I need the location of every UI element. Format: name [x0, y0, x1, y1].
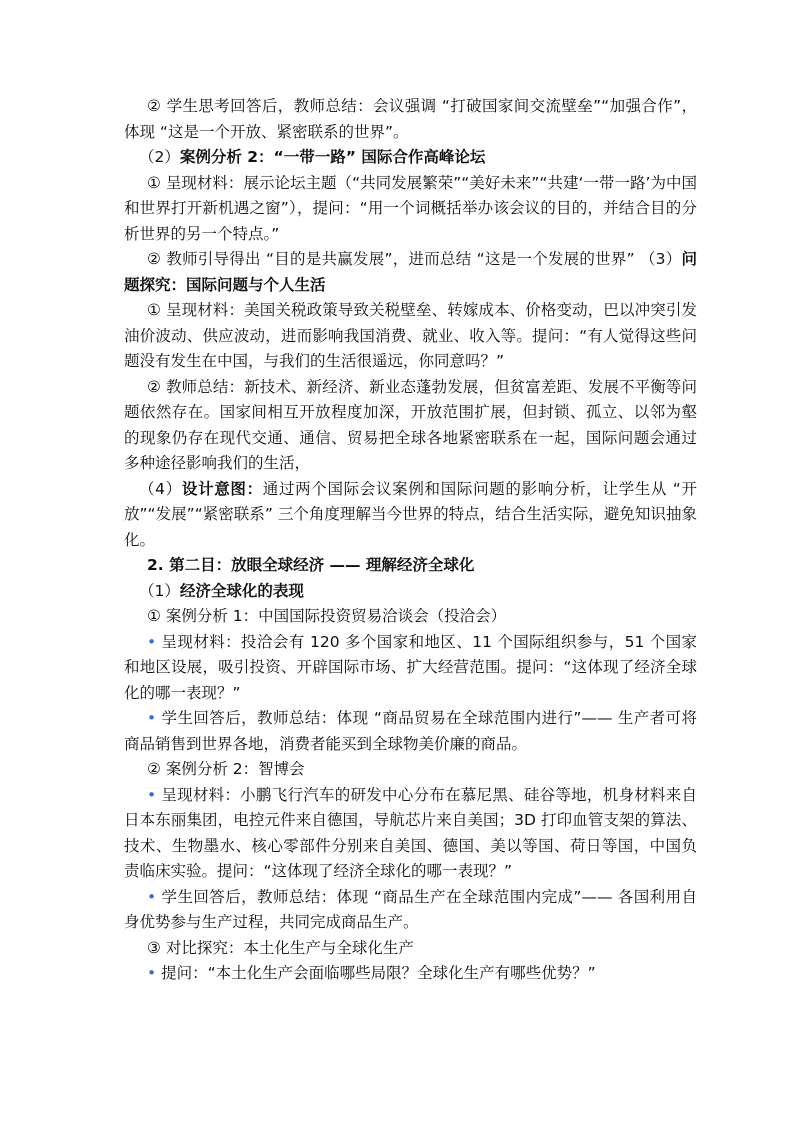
heading-number: （2） [139, 148, 180, 166]
bullet-text: 提问：“本土化生产会面临哪些局限？全球化生产有哪些优势？” [161, 964, 596, 982]
paragraph-tariff-material: ① 呈现材料：美国关税政策导致关税壁垒、转嫁成本、价格变动，巴以冲突引发油价波动、供应波动，进而影响我国消费、就业、收入等。提问：“有人觉得这些问题没有发生在中国，与我们的生活很遥远，你同意吗？” [124, 301, 697, 370]
bullet-text: 学生回答后，教师总结：体现 “商品贸易在全球范围内进行”—— 生产者可将商品销售到世界各地，消费者能买到全球物美价廉的商品。 [124, 709, 697, 753]
bullet-icon: • [147, 887, 157, 906]
paragraph-teacher-summary: ② 教师总结：新技术、新经济、新业态蓬勃发展，但贫富差距、发展不平衡等问题依然存在。国家间相互开放程度加深，开放范围扩展，但封锁、孤立、以邻为壑的现象仍存在现代交通、通信、贸易把全球各地紧密联系在一起，国际问题会通过多种途径影响我们的生活， [124, 377, 697, 472]
paragraph-teacher-guide [124, 247, 697, 298]
heading-text: 经济全球化的表现 [179, 581, 304, 600]
bullet-item-summary-production [124, 885, 697, 936]
paragraph-case-2: ② 案例分析 2：智博会 [147, 760, 305, 778]
design-number: （4） [139, 479, 182, 498]
paragraph-summary-1: ② 学生思考回答后，教师总结：会议强调 “打破国家间交流壁垒”“加强合作”，体现 “这是一个开放、紧密联系的世界”。 [124, 97, 697, 141]
bullet-text: 学生回答后，教师总结：体现 “商品生产在全球范围内完成”—— 各国利用自身优势参与生产过程，共同完成商品生产。 [124, 887, 697, 931]
paragraph-text: ② 教师引导得出 “目的是共赢发展”，进而总结 “这是一个发展的世界” （3） [147, 250, 682, 268]
bullet-item-smart-expo [124, 783, 697, 885]
bullet-icon: • [147, 964, 157, 982]
paragraph-case-1: ① 案例分析 1：中国国际投资贸易洽谈会（投洽会） [147, 607, 507, 625]
bullet-item-summary-trade [124, 706, 697, 757]
bullet-icon: • [147, 709, 157, 727]
bullet-text: 呈现材料：小鹏飞行汽车的研发中心分布在慕尼黑、硅谷等地，机身材料来自日本东丽集团，电控元件来自德国，导航芯片来自美国；3D 打印血管支架的算法、技术、生物墨水、核心零部件分别来自美国、德国、美以等国、荷日等国，中国负责临床实验。提问：“这体现了经济全球化的哪一表现？” [124, 785, 697, 880]
paragraph-forum-material: ① 呈现材料：展示论坛主题（“共同发展繁荣”“美好未来”“共建‘一带一路’为中国和世界打开新机遇之窗”），提问：“用一个词概括举办该会议的目的，并结合目的分析世界的另一个特点。” [124, 173, 697, 243]
heading-text: 案例分析 2：“一带一路” 国际合作高峰论坛 [179, 148, 486, 166]
paragraph-design-intent [124, 477, 697, 554]
design-label: 设计意图： [181, 479, 263, 498]
bullet-text: 呈现材料：投洽会有 120 多个国家和地区、11 个国际组织参与，51 个国家和地区设展，吸引投资、开辟国际市场、扩大经营范围。提问：“这体现了经济全球化的哪一表现？” [124, 632, 697, 702]
bullet-icon: • [147, 632, 157, 651]
document-body [124, 94, 697, 987]
bullet-item-question [124, 961, 697, 987]
design-text: 通过两个国际会议案例和国际问题的影响分析，让学生从 “开放”“发展”“紧密联系” 三个角度理解当今世界的特点，结合生活实际，避免知识抽象化。 [124, 479, 697, 549]
heading-number: （1） [139, 581, 180, 600]
heading-section-2: 2. 第二目：放眼全球经济 —— 理解经济全球化 [147, 556, 475, 574]
heading-globalization-manifest [124, 579, 697, 605]
bullet-item-investment-fair [124, 630, 697, 707]
heading-case-analysis-2 [124, 145, 697, 171]
heading-issue-inquiry: 问题探究：国际问题与个人生活 [124, 250, 697, 294]
paragraph-comparison: ③ 对比探究：本土化生产与全球化生产 [147, 938, 414, 957]
bullet-icon: • [147, 785, 157, 804]
